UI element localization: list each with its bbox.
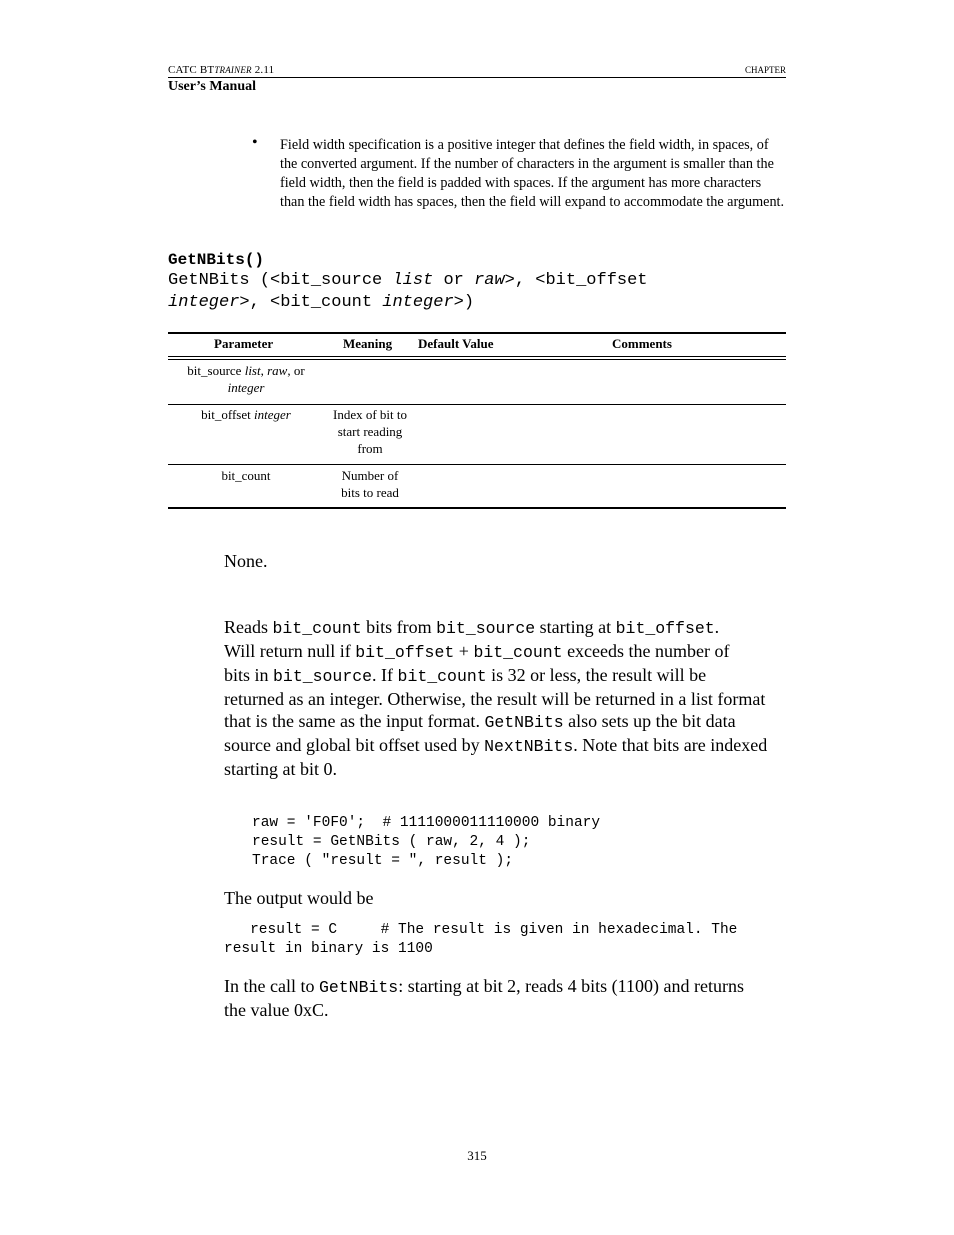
table-header-comments: Comments <box>612 336 672 351</box>
code-line: result = GetNBits ( raw, 2, 4 ); <box>252 834 531 850</box>
sig-part: raw <box>474 271 505 290</box>
function-signature <box>168 270 788 314</box>
table-row-param: bit_count <box>221 468 271 483</box>
sig-part: >, <bit_count <box>239 293 383 312</box>
description-paragraph <box>224 616 788 780</box>
header-chapter-label: CHAPTER <box>744 65 786 75</box>
return-value-text: None. <box>224 551 268 571</box>
description-line: bits in bit_source. If bit_count is 32 or less, the result will be <box>224 665 707 686</box>
code-line: result = C # The result is given in hexadecimal. The <box>224 922 738 938</box>
sig-part: list <box>392 271 434 290</box>
table-row-rule <box>168 464 786 465</box>
description-line: that is the same as the input format. GetNBits also sets up the bit data <box>224 711 736 732</box>
table-row-meaning: Index of bit to start reading from <box>332 407 407 456</box>
sig-part: >, <bit_offset <box>504 271 648 290</box>
example-summary <box>224 975 788 1021</box>
header-product-prefix: CATC BT <box>168 64 215 76</box>
sig-part: or <box>433 271 475 290</box>
sig-part: >) <box>453 293 475 312</box>
header-rule <box>168 77 786 78</box>
output-intro-text: The output would be <box>224 888 374 908</box>
bullet-icon: • <box>252 134 258 151</box>
sig-part: integer <box>382 293 454 312</box>
running-header-chapter <box>745 64 786 76</box>
code-line: result in binary is 1100 <box>224 941 433 957</box>
code-line: Trace ( "result = ", result ); <box>252 853 514 869</box>
description-line: Reads bit_count bits from bit_source starting at bit_offset. <box>224 617 720 638</box>
header-product-trainer: TRAINER <box>214 65 252 75</box>
example-code-block <box>252 814 600 871</box>
table-header-meaning: Meaning <box>343 336 393 351</box>
table-header-rule <box>168 359 786 360</box>
code-line: raw = 'F0F0'; # 1111000011110000 binary <box>252 815 601 831</box>
output-code-block <box>224 921 737 959</box>
table-row-meaning: Number of bits to read <box>341 468 399 500</box>
summary-line: In the call to GetNBits: starting at bit 2, reads 4 bits (1100) and returns <box>224 976 744 997</box>
table-bottom-rule <box>168 507 786 509</box>
page-number: 315 <box>467 1148 487 1163</box>
sig-part: integer <box>168 293 240 312</box>
table-header-default-value: Default Value <box>418 336 494 351</box>
header-version: 2.11 <box>254 64 275 76</box>
running-header-subtitle: User’s Manual <box>168 79 257 94</box>
function-heading: GetNBits() <box>168 251 265 269</box>
summary-line: the value 0xC. <box>224 1000 329 1020</box>
table-header-parameter: Parameter <box>214 336 274 351</box>
table-header-rule <box>168 356 786 357</box>
description-line: Will return null if bit_offset + bit_count exceeds the number of <box>224 641 730 662</box>
description-line: starting at bit 0. <box>224 759 337 779</box>
description-line: source and global bit offset used by NextNBits. Note that bits are indexed <box>224 735 768 756</box>
table-row-rule <box>168 404 786 405</box>
description-line: returned as an integer. Otherwise, the result will be returned in a list format <box>224 689 766 709</box>
table-row-param: bit_offset integer <box>201 407 291 422</box>
table-top-rule <box>168 332 786 334</box>
sig-part: GetNBits (<bit_source <box>168 271 393 290</box>
running-header-title <box>168 64 274 76</box>
bullet-text: Field width specification is a positive integer that defines the field width, in spaces, of the converted argument. If the number of characters in the argument is smaller than the field width, then the field is padded with spaces. If the argument has more characters than the field width has spaces, then the field will expand to accommodate the argument. <box>280 137 785 210</box>
table-row-param: bit_source list, raw, or integer <box>187 363 305 395</box>
